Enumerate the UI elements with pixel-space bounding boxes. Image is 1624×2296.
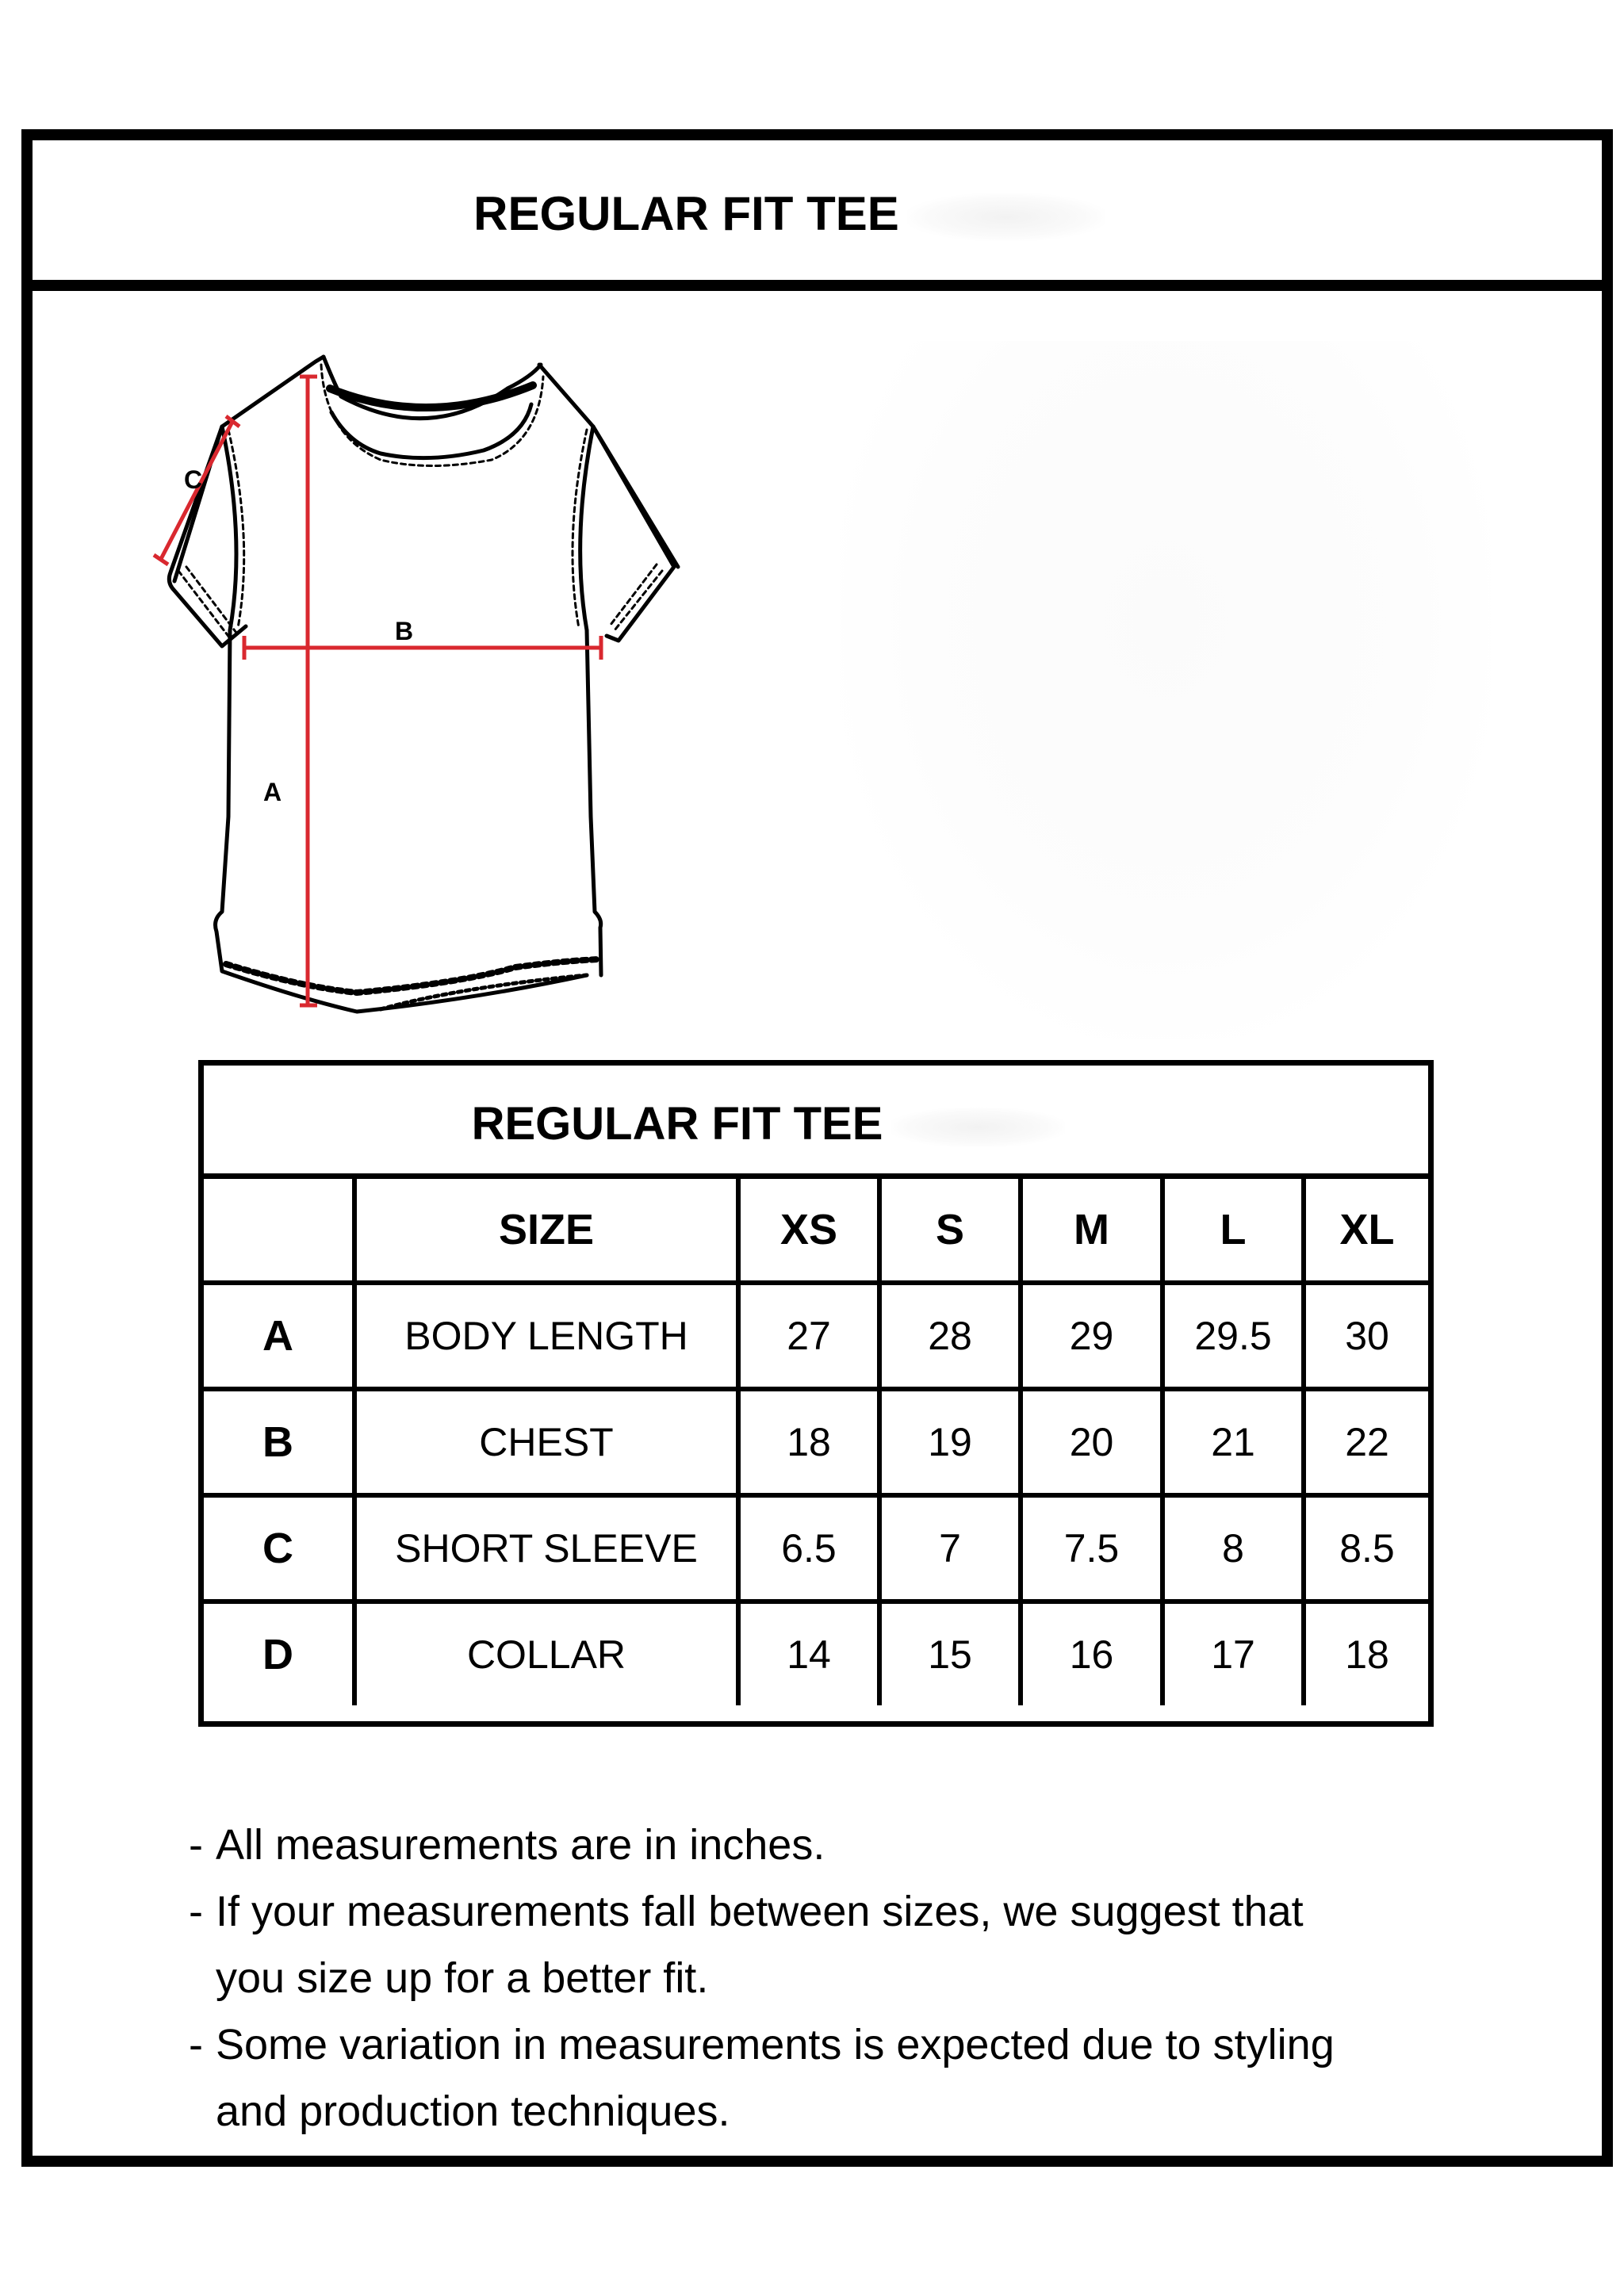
header-size-m: M <box>1021 1179 1162 1283</box>
note-item <box>189 2011 1358 2145</box>
label-c: C <box>184 465 203 494</box>
note-text: Some variation in measurements is expected due to styling and production techniques. <box>216 2021 1335 2135</box>
page-title <box>33 186 1602 241</box>
cell-value: 8.5 <box>1304 1495 1428 1601</box>
obscured-brand-text <box>891 1108 1065 1147</box>
cell-value: 6.5 <box>738 1495 879 1601</box>
header-size: SIZE <box>354 1179 738 1283</box>
cell-value: 15 <box>879 1601 1021 1705</box>
cell-value: 22 <box>1304 1389 1428 1495</box>
note-dash: - <box>189 1888 203 1935</box>
row-key: C <box>204 1495 354 1601</box>
page-header <box>33 140 1602 291</box>
cell-value: 18 <box>1304 1601 1428 1705</box>
cell-value: 19 <box>879 1389 1021 1495</box>
cell-value: 29 <box>1021 1283 1162 1389</box>
cell-value: 30 <box>1304 1283 1428 1389</box>
note-text: If your measurements fall between sizes, we suggest that you size up for a better fit. <box>216 1888 1304 2002</box>
size-measurements-table <box>204 1179 1428 1705</box>
note-text: All measurements are in inches. <box>216 1821 825 1869</box>
label-b: B <box>395 617 414 645</box>
label-a: A <box>263 778 282 806</box>
header-size-s: S <box>879 1179 1021 1283</box>
cell-value: 20 <box>1021 1389 1162 1495</box>
cell-value: 29.5 <box>1162 1283 1304 1389</box>
header-size-xl: XL <box>1304 1179 1428 1283</box>
row-label: CHEST <box>354 1389 738 1495</box>
table-row <box>204 1495 1428 1601</box>
size-chart-title-text: REGULAR FIT TEE <box>471 1098 883 1150</box>
size-chart-table <box>198 1060 1434 1727</box>
table-row <box>204 1601 1428 1705</box>
faded-background-graphic <box>841 341 1491 1039</box>
table-row <box>204 1389 1428 1495</box>
row-label: BODY LENGTH <box>354 1283 738 1389</box>
cell-value: 16 <box>1021 1601 1162 1705</box>
header-size-xs: XS <box>738 1179 879 1283</box>
cell-value: 21 <box>1162 1389 1304 1495</box>
note-item <box>189 1878 1358 2011</box>
note-dash: - <box>189 2021 203 2068</box>
table-header-row <box>204 1179 1428 1283</box>
cell-value: 28 <box>879 1283 1021 1389</box>
size-chart-title <box>204 1097 1428 1150</box>
header-key-cell <box>204 1179 354 1283</box>
row-label: SHORT SLEEVE <box>354 1495 738 1601</box>
note-dash: - <box>189 1821 203 1869</box>
cell-value: 7 <box>879 1495 1021 1601</box>
page-title-text: REGULAR FIT TEE <box>473 187 899 240</box>
table-row <box>204 1283 1428 1389</box>
header-size-l: L <box>1162 1179 1304 1283</box>
tshirt-sketch-icon <box>143 341 856 1023</box>
row-key: A <box>204 1283 354 1389</box>
size-notes <box>189 1812 1426 2145</box>
cell-value: 14 <box>738 1601 879 1705</box>
cell-value: 18 <box>738 1389 879 1495</box>
size-chart-title-row <box>204 1066 1428 1179</box>
row-key: B <box>204 1389 354 1495</box>
cell-value: 7.5 <box>1021 1495 1162 1601</box>
tshirt-measurement-diagram <box>143 341 856 1023</box>
note-item <box>189 1812 1426 1878</box>
obscured-brand-text <box>907 193 1105 241</box>
row-label: COLLAR <box>354 1601 738 1705</box>
cell-value: 17 <box>1162 1601 1304 1705</box>
cell-value: 27 <box>738 1283 879 1389</box>
row-key: D <box>204 1601 354 1705</box>
cell-value: 8 <box>1162 1495 1304 1601</box>
